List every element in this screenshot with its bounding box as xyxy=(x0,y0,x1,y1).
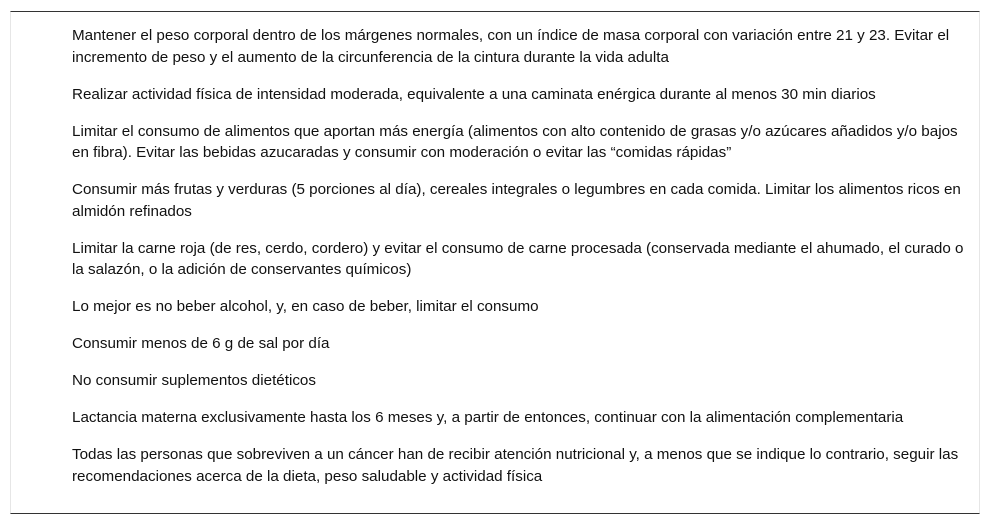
recommendation-item: Mantener el peso corporal dentro de los márgenes normales, con un índice de masa corporal con variación entre 21 y 23. Evitar el incremento de peso y el aumento de la circunferencia de la cintura durante la vida adulta xyxy=(72,27,950,66)
recommendations-table xyxy=(10,11,980,514)
recommendation-item: Consumir más frutas y verduras (5 porciones al día), cereales integrales o legumbres en cada comida. Limitar los alimentos ricos en almidón refinados xyxy=(72,181,961,220)
recommendations-list xyxy=(72,25,972,503)
recommendation-item: Realizar actividad física de intensidad moderada, equivalente a una caminata enérgica durante al menos 30 min diarios xyxy=(72,85,876,103)
recommendation-item: Limitar la carne roja (de res, cerdo, cordero) y evitar el consumo de carne procesada (conservada mediante el ahumado, el curado o la salazón, o la adición de conservantes químicos) xyxy=(72,239,964,278)
recommendation-item: Lo mejor es no beber alcohol, y, en caso de beber, limitar el consumo xyxy=(72,298,539,315)
recommendation-item: Lactancia materna exclusivamente hasta los 6 meses y, a partir de entonces, continuar con la alimentación complementaria xyxy=(72,409,904,426)
recommendation-item: No consumir suplementos dietéticos xyxy=(72,372,316,389)
recommendation-item: Limitar el consumo de alimentos que aportan más energía (alimentos con alto contenido de grasas y/o azúcares añadidos y/o bajos en fibra). Evitar las bebidas azucaradas y consumir con moderación o evitar las “comidas rápidas” xyxy=(72,122,958,161)
recommendation-item: Todas las personas que sobreviven a un cáncer han de recibir atención nutricional y, a menos que se indique lo contrario, seguir las recomendaciones acerca de la dieta, peso saludable y actividad física xyxy=(72,446,959,485)
recommendation-item: Consumir menos de 6 g de sal por día xyxy=(72,335,330,352)
